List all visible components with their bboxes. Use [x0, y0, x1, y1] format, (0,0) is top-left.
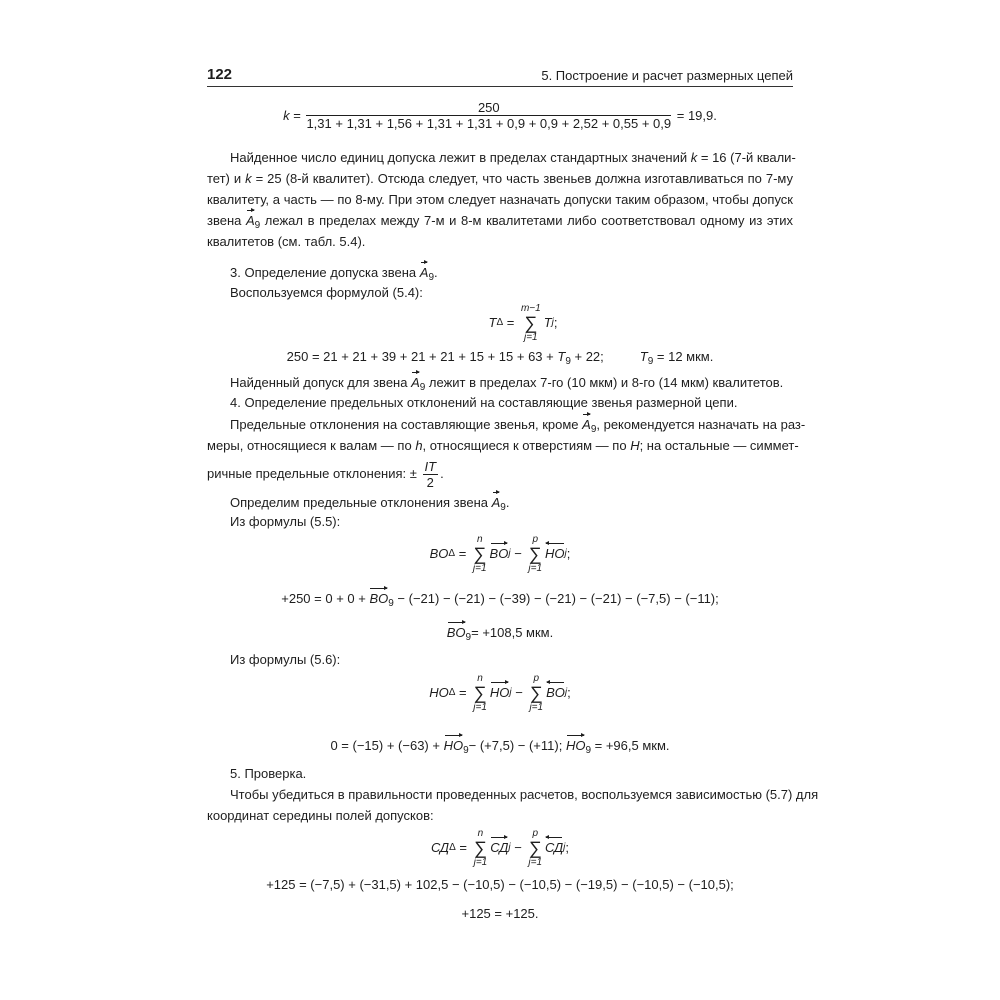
text-segment: координат середины полей допусков:	[207, 808, 434, 823]
formula-sd	[207, 828, 793, 868]
section-3-intro	[230, 284, 793, 302]
text-segment: = +108,5 мкм.	[471, 625, 554, 640]
text-segment: n	[477, 673, 483, 684]
text-segment: j	[509, 687, 512, 698]
text-segment: −	[510, 840, 526, 855]
text-segment: −	[510, 546, 526, 561]
text-segment: m−1	[520, 303, 541, 314]
text-segment: − (−21) − (−21) − (−39) − (−21) − (−21) − (−7,5) − (−11);	[393, 591, 719, 606]
text-segment: p	[532, 534, 538, 545]
para1-line	[207, 191, 793, 209]
text-segment: k	[245, 171, 252, 186]
text-segment: Δ	[496, 317, 504, 328]
text-segment: =	[455, 840, 471, 855]
running-header: 5. Построение и расчет размерных цепей	[541, 68, 793, 83]
text-segment: 9	[585, 745, 592, 756]
text-segment: меры, относящиеся к валам — по	[207, 438, 416, 453]
text-segment: BO	[429, 546, 449, 561]
text-segment: 4. Определение предельных отклонений на составляющие звенья размерной цепи.	[230, 395, 738, 410]
formula-ho	[207, 673, 793, 713]
text-segment: Найденный допуск для звена	[230, 375, 412, 390]
text-segment: лежал в пределах между 7-м и 8-м квалитетами либо соответствовал одному из этих	[260, 213, 793, 228]
text-segment: = +96,5 мкм.	[591, 738, 670, 753]
text-segment: Из формулы (5.5):	[230, 514, 341, 529]
text-segment: j	[551, 317, 554, 328]
text-segment: ∑	[474, 838, 487, 858]
formula-t-sum	[207, 348, 793, 366]
text-segment: j	[564, 548, 567, 559]
text-segment: .	[434, 265, 438, 280]
text-segment: j=1	[472, 563, 487, 574]
text-segment: СД	[430, 840, 450, 855]
text-segment: =	[455, 546, 470, 561]
text-segment: звена	[207, 213, 246, 228]
text-segment: ∑	[528, 544, 542, 564]
text-segment: Найденное число единиц допуска лежит в пределах стандартных значений	[230, 150, 691, 165]
text-segment: ∑	[529, 683, 543, 703]
sd-result	[207, 905, 793, 923]
text-segment: 9	[388, 598, 394, 609]
text-segment: лежит в пределах 7-го (10 мкм) и 8-го (14 мкм) квалитетов.	[425, 375, 784, 390]
text-segment: j	[508, 548, 511, 559]
numerator: 250	[306, 100, 671, 116]
text-segment: тет) и	[207, 171, 246, 186]
text-segment: HO	[545, 546, 565, 561]
text-segment: Δ	[449, 842, 456, 853]
para5-line	[230, 786, 819, 804]
text-segment: BO	[369, 591, 389, 606]
text-segment: = 12 мкм.	[653, 349, 714, 364]
text-segment: j=1	[528, 563, 543, 574]
text-segment: T	[557, 349, 566, 364]
para4-line	[230, 416, 806, 435]
text-segment: ∑	[473, 683, 487, 703]
text-segment: j=1	[524, 332, 538, 343]
header-rule	[207, 86, 793, 87]
text-segment: 9	[590, 424, 597, 435]
para4-line	[207, 458, 793, 490]
text-segment: 2	[426, 475, 434, 491]
text-segment: HO	[565, 738, 586, 753]
text-segment: 250 = 21 + 21 + 39 + 21 + 21 + 15 + 15 + 63 +	[286, 349, 558, 364]
para1-line	[207, 170, 793, 188]
text-segment: +250 = 0 + 0 +	[281, 591, 370, 606]
text-segment: СД	[490, 840, 509, 855]
text-segment: Δ	[448, 548, 456, 559]
text-segment: 9	[647, 356, 654, 367]
text-segment: СД	[545, 840, 564, 855]
text-segment: .	[505, 495, 510, 510]
found-tolerance	[230, 374, 793, 392]
text-segment: .	[440, 466, 444, 481]
text-segment: 9	[465, 632, 472, 643]
from-formula-5-5	[230, 513, 793, 531]
page-number: 122	[207, 66, 233, 83]
text-segment: Δ	[448, 687, 456, 698]
para1-line	[230, 149, 796, 167]
text-segment: Предельные отклонения на составляющие звенья, кроме	[230, 417, 583, 432]
from-formula-5-6	[230, 651, 793, 669]
text-segment: +125 = +125.	[461, 906, 539, 921]
section-4-title	[230, 394, 793, 412]
text-segment: ;	[553, 315, 558, 330]
text-segment: H	[630, 438, 640, 453]
equals: =	[289, 107, 305, 123]
denominator: 1,31 + 1,31 + 1,56 + 1,31 + 1,31 + 0,9 + 0,9 + 2,52 + 0,55 + 0,9	[306, 116, 672, 131]
text-segment: p	[533, 673, 540, 684]
text-segment: Определим предельные отклонения звена	[230, 495, 492, 510]
vector-a: A	[245, 213, 255, 228]
text-segment: 9	[500, 502, 506, 513]
text-segment: ;	[567, 685, 571, 700]
fraction	[306, 100, 671, 131]
text-segment: = 16 (7-й квали-	[697, 150, 796, 165]
text-segment: ∑	[524, 313, 538, 333]
text-segment: IT	[424, 459, 437, 475]
text-segment: T	[639, 349, 648, 364]
text-segment: =	[503, 315, 518, 330]
text-segment: Воспользуемся формулой (5.4):	[230, 285, 423, 300]
section-3-title	[230, 264, 793, 282]
text-segment: , рекомендуется назначать на раз-	[596, 417, 806, 432]
text-segment: j	[508, 842, 511, 853]
bo-equation	[207, 590, 793, 608]
ho-equation	[207, 737, 793, 755]
text-segment: 0 = (−15) + (−63) +	[330, 738, 444, 753]
text-segment: j=1	[473, 857, 488, 868]
text-segment: квалитету, а часть — по 8-му. При этом следует назначать допуски таким образом, чтобы допуск	[207, 192, 793, 207]
text-segment: A	[419, 265, 429, 280]
text-segment: 9	[565, 356, 571, 367]
text-segment: 5. Проверка.	[230, 766, 307, 781]
k-symbol: k	[283, 107, 290, 123]
text-segment: BO	[446, 625, 466, 640]
text-segment: квалитетов (см. табл. 5.4).	[207, 234, 366, 249]
formula-t-delta	[230, 303, 816, 343]
para1-line	[207, 233, 793, 251]
text-segment: + 22;	[570, 349, 604, 364]
bo-result	[207, 624, 793, 642]
text-segment: j=1	[528, 857, 543, 868]
text-segment: HO	[429, 685, 449, 700]
text-segment: −	[511, 685, 527, 700]
text-segment: T	[543, 315, 552, 330]
text-segment: 3. Определение допуска звена	[230, 265, 420, 280]
text-segment: T	[488, 315, 497, 330]
define-deviations	[230, 494, 793, 512]
text-segment: ;	[566, 546, 571, 561]
text-segment: j	[564, 687, 568, 698]
section-5-title	[230, 765, 793, 783]
text-segment: 9	[254, 220, 261, 231]
text-segment: j=1	[529, 702, 544, 713]
para1-line	[207, 212, 793, 230]
text-segment: j=1	[473, 702, 487, 713]
text-segment: +125 = (−7,5) + (−31,5) + 102,5 − (−10,5) − (−10,5) − (−19,5) − (−10,5) − (−10,5);	[266, 877, 734, 892]
text-segment: Чтобы убедиться в правильности проведенных расчетов, воспользуемся зависимостью (5.7) для	[230, 787, 819, 802]
text-segment: ; на остальные — симмет-	[639, 438, 799, 453]
text-segment: Из формулы (5.6):	[230, 652, 341, 667]
text-segment: n	[477, 828, 484, 839]
text-segment: ∑	[473, 544, 487, 564]
text-segment: HO	[443, 738, 464, 753]
text-segment: =	[455, 685, 471, 700]
text-segment: n	[476, 534, 483, 545]
text-segment: ;	[565, 840, 570, 855]
text-segment: BO	[489, 546, 509, 561]
para4-line	[207, 437, 799, 455]
text-segment: = 25 (8-й квалитет). Отсюда следует, что часть звеньев должна изготавливаться по 7-му	[251, 171, 794, 186]
formula-bo	[207, 534, 793, 574]
text-segment: A	[491, 495, 501, 510]
text-segment: , относящиеся к отверстиям — по	[422, 438, 631, 453]
text-segment: A	[582, 417, 591, 432]
text-segment: ричные предельные отклонения: ±	[207, 466, 421, 481]
text-segment: ∑	[528, 838, 542, 858]
text-segment: A	[411, 375, 420, 390]
para5-line	[207, 807, 793, 825]
text-segment: − (+7,5) − (+11);	[468, 738, 566, 753]
text-segment: 9	[463, 745, 469, 756]
result: = 19,9.	[673, 107, 717, 123]
sd-equation	[207, 876, 793, 894]
formula-k	[207, 100, 793, 131]
text-segment: j	[563, 842, 566, 853]
text-segment: h	[415, 438, 423, 453]
text-segment: 9	[419, 382, 426, 393]
text-segment: 9	[428, 272, 434, 283]
text-segment: p	[532, 828, 539, 839]
text-segment: BO	[546, 685, 565, 700]
text-segment: k	[690, 150, 698, 165]
text-segment: HO	[489, 685, 510, 700]
